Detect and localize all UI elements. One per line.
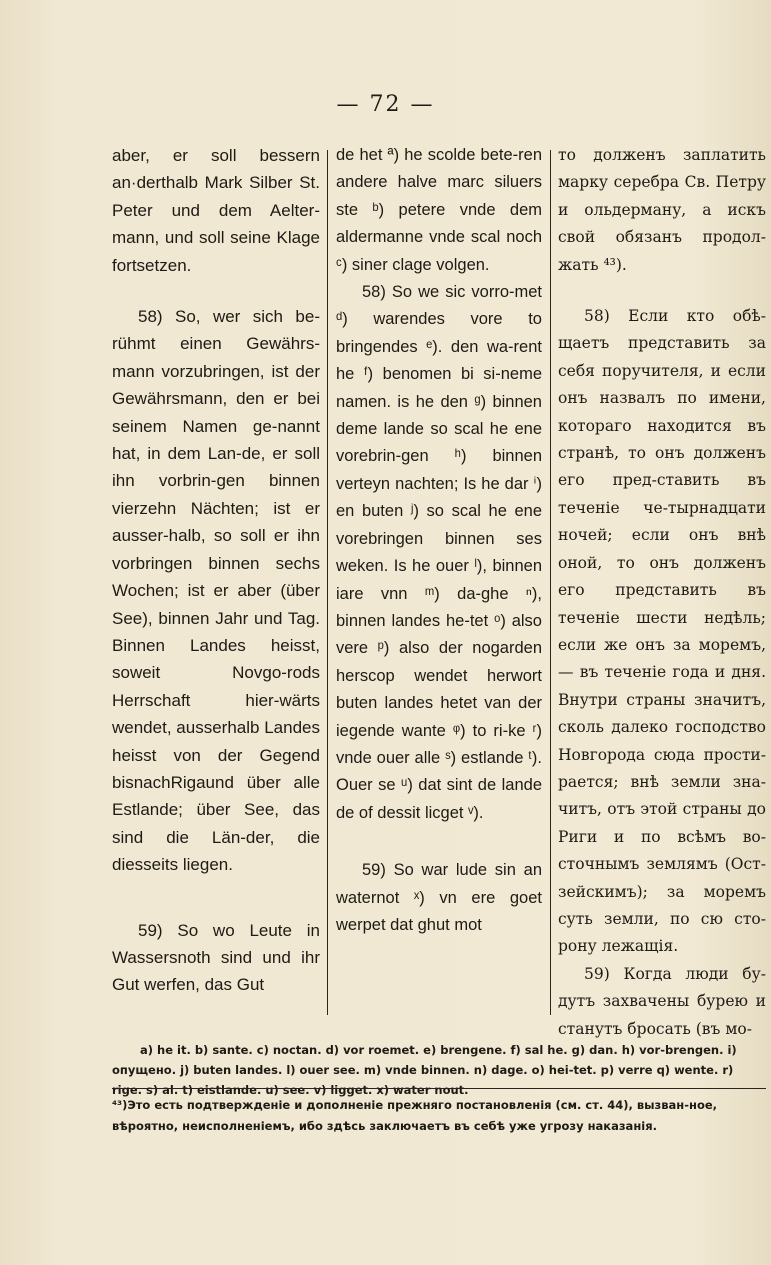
column-german [112,142,320,999]
paragraph-59: 59) So war lude sin an waternot ˣ) vn ere goet werpet dat ghut mot [336,861,542,934]
footnote-variants: a) he it. b) sante. c) noctan. d) vor roemet. e) brengene. f) sal he. g) dan. h) vor-brengen. i) опущено. j) buten landes. l) ouer see. m) vnde binnen. n) dage. o) hei-tet. p) verre q) wente. r) rige. s) al. t) eistlande. u) see. v) ligget. x) water nout. [112,1043,737,1097]
paragraph-59: 59) So wo Leute in Wassersnoth sind und ihr Gut werfen, das Gut [112,920,320,995]
paragraph: aber, er soll bessern an·derthalb Mark Silber St. Peter und dem Aelter-mann, und soll seine Klage fortsetzen. [112,146,320,275]
column-divider [327,150,328,1015]
paragraph-58: 58) So, wer sich be-rühmt einen Gewährs-mann vorzubringen, ist der Gewährsmann, den er bei seinem Namen ge-nannt hat, in dem Lan-de, er soll ihn vorbrin-gen binnen vierzehn Nächten; ist er ausser-halb, so soll er ihn vorbringen binnen sechs Wochen; ist er aber (über See), binnen Jahr und Tag. Binnen Landes heisst, soweit Novgo-rods Herrschaft hier-wärts wendet, ausserhalb Landes heisst von der Gegend bisnachRigaund über alle Estlande; über See, das sind die Län-der, die diesseits liegen. [112,307,320,875]
paragraph-59: 59) Когда люди бу-дутъ захвачены бурею и станутъ бросать (въ мо- [558,964,766,1038]
page-number: — 72 — [336,92,435,117]
paragraph-58: 58) Если кто обѣ-щаетъ представить за себя поручителя, и если онъ назвалъ по имени, котораго находится въ странѣ, то онъ долженъ его пред-ставить въ теченіе че-тырнадцати ночей; если онъ внѣ оной, то онъ долженъ его представить въ теченіе шести недѣль; если же онъ за моремъ,— въ теченіе года и дня. Внутри страны значитъ, сколь далеко господство Новгорода сюда прости-рается; внѣ земли зна-читъ, отъ этой страны до Риги и по всѣмъ во-сточнымъ землямъ (Ост-зейскимъ); за моремъ суть земли, по сю сто-рону лежащія. [558,307,766,956]
column-russian [558,142,766,1043]
column-divider [550,150,551,1015]
paragraph: то долженъ заплатить марку серебра Св. Петру и ольдерману, а искъ свой обязанъ продол-жать ⁴³). [558,146,766,274]
paragraph: de het ª) he scolde bete-ren andere halve marc siluers ste ᵇ) petere vnde dem aldermanne vnde scal noch ᶜ) siner clage volgen. [336,146,542,274]
footnote-rule [112,1088,766,1089]
footnote-43: ⁴³)Это есть подтвержденіе и дополненіе прежняго постановленія (см. ст. 44), вызван-ное, вѣроятно, неисполненіемъ, ибо здѣсь заключаетъ въ себѣ уже угрозу наказанія. [112,1098,718,1133]
column-low-german [336,142,542,939]
paragraph-58: 58) So we sic vorro-met ᵈ) warendes vore to bringendes ᵉ). den wa-rent he ᶠ) benomen bi si-neme namen. is he den ᵍ) binnen deme lande so scal he ene vorebrin-gen ʰ) binnen verteyn nachten; Is he dar ⁱ) en buten ʲ) so scal he ene vorebringen binnen ses weken. Is he ouer ˡ), binnen iare vnn ᵐ) da-ghe ⁿ), binnen landes he-tet ᵒ) also vere ᵖ) also der nogarden herscop wendet herwort buten landes hetet van der iegende wante ᵠ) to ri-ke ʳ) vnde ouer alle ˢ) estlande ᵗ). Ouer se ᵘ) dat sint de lande de of dessit licget ᵛ). [336,283,542,822]
